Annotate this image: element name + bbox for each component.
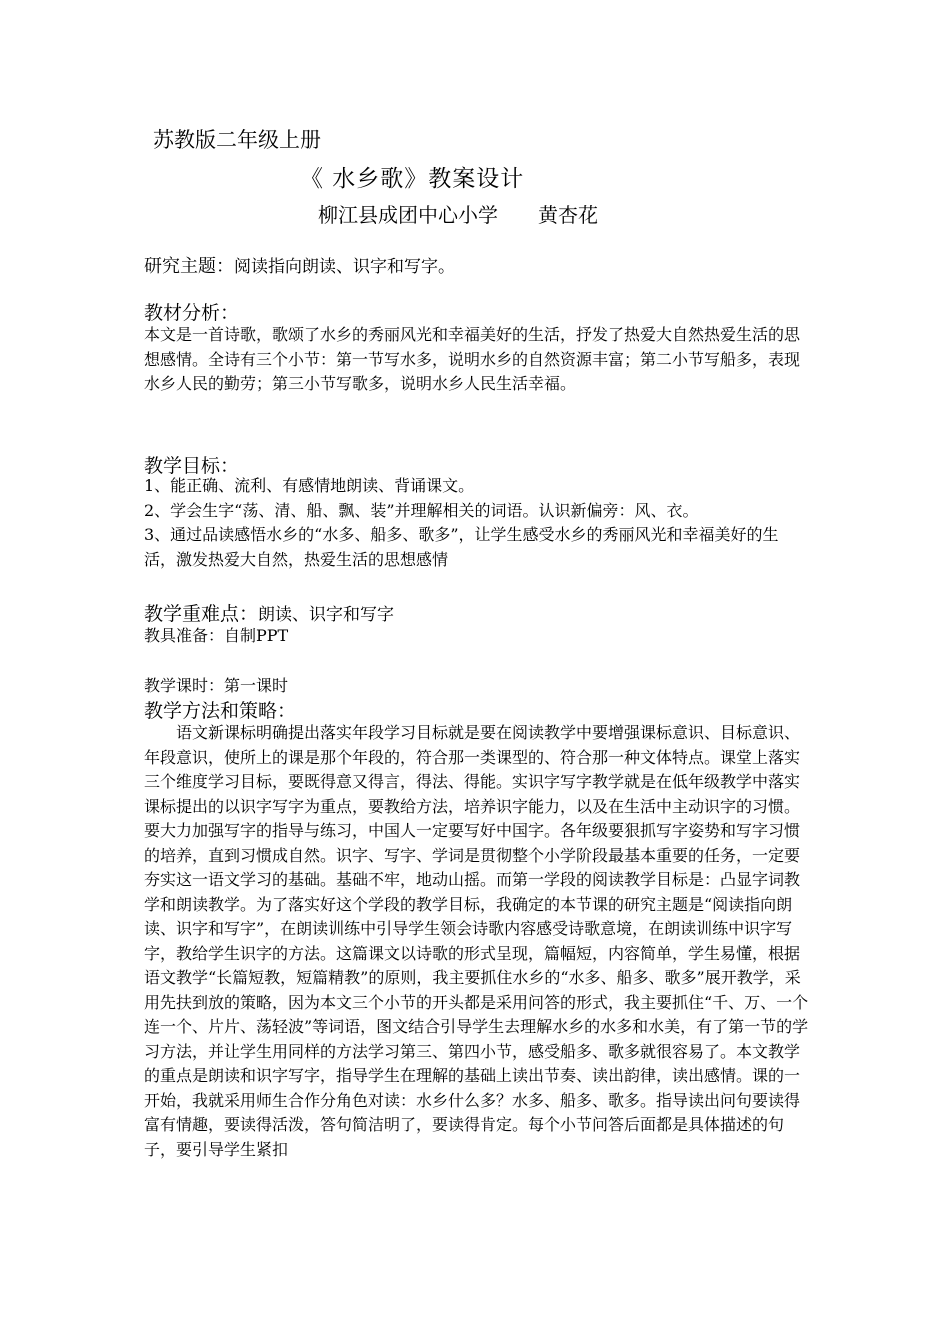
author-name: 黄杏花: [538, 203, 598, 227]
method-section: [144, 721, 809, 1162]
research-topic: [144, 252, 455, 278]
analysis-section: [144, 323, 809, 397]
research-label: 研究主题：: [144, 256, 234, 277]
tools-line: [144, 624, 288, 649]
analysis-heading: 教材分析：: [144, 302, 240, 324]
period-line: [144, 674, 288, 699]
analysis-text: 本文是一首诗歌，歌颂了水乡的秀丽风光和幸福美好的生活，抒发了热爱大自然热爱生活的思想感情。全诗有三个小节：第一节写水多，说明水乡的自然资源丰富；第二小节写船多，表现水乡人民的勤劳；第三小节写歌多，说明水乡人民生活幸福。: [144, 325, 801, 393]
school-name: 柳江县成团中心小学: [318, 203, 498, 227]
keypoints-text: 朗读、识字和写字: [258, 605, 395, 625]
author-line: [318, 199, 598, 228]
goals-heading: 教学目标：: [144, 455, 240, 477]
method-text: 语文新课标明确提出落实年段学习目标就是要在阅读教学中要增强课标意识、目标意识、年段意识，使所上的课是那个年段的，符合那一类课型的、符合那一种文体特点。课堂上落实三个维度学习目标，要既得意又得言，得法、得能。实识字写字教学就是在低年级教学中落实课标提出的以识字写字为重点，要教给方法，培养识字能力，以及在生活中主动识字的习惯。要大力加强写字的指导与练习，中国人一定要写好中国字。各年级要狠抓写字姿势和写字习惯的培养，直到习惯成自然。识字、写字、学词是贯彻整个小学阶段最基本重要的任务，一定要夯实这一语文学习的基础。基础不牢，地动山摇。而第一学段的阅读教学目标是：凸显字词教学和朗读教学。为了落实好这个学段的教学目标，我确定的本节课的研究主题是“阅读指向朗读、识字和写字”，在朗读训练中引导学生领会诗歌内容感受诗歌意境，在朗读训练中识字写字，教给学生识字的方法。这篇课文以诗歌的形式呈现，篇幅短，内容简单，学生易懂，根据语文教学“长篇短教，短篇精教”的原则，我主要抓住水乡的“水多、船多、歌多”展开教学，采用先扶到放的策略，因为本文三个小节的开头都是采用问答的形式，我主要抓住“千、万、一个连一个、片片、荡轻波”等词语，图文结合引导学生去理解水乡的水多和水美，有了第一节的学习方法，并让学生用同样的方法学习第三、第四小节，感受船多、歌多就很容易了。本文教学的重点是朗读和识字写字，指导学生在理解的基础上读出节奏、读出韵律，读出感情。课的一开始，我就采用师生合作分角色对读：水乡什么多？水多、船多、歌多。指导读出问句要读得富有情趣，要读得活泼，答句简洁明了，要读得肯定。每个小节问答后面都是具体描述的句子，要引导学生紧扣: [144, 723, 809, 1159]
tools-label: 教具准备：: [144, 626, 225, 645]
keypoints-line: [144, 599, 394, 626]
period-text: 第一课时: [224, 676, 289, 695]
goal-item: 2、学会生字“荡、清、船、飘、装”并理解相关的词语。认识新偏旁：风、衣。: [144, 500, 699, 520]
series-label: 苏教版二年级上册: [153, 128, 321, 152]
period-label: 教学课时：: [144, 676, 225, 695]
tools-text: 自制PPT: [224, 626, 289, 645]
page-title: 《 水乡歌》教案设计: [300, 166, 525, 192]
goal-item: 1、能正确、流利、有感情地朗读、背诵课文。: [144, 476, 475, 495]
research-text: 阅读指向朗读、识字和写字。: [234, 257, 455, 277]
method-heading: 教学方法和策略：: [144, 700, 297, 722]
goals-list: [144, 474, 809, 572]
goal-item: 3、通过品读感悟水乡的“水多、船多、歌多”，让学生感受水乡的秀丽风光和幸福美好的生活，激发热爱大自然，热爱生活的思想感情: [144, 525, 779, 569]
keypoints-label: 教学重难点：: [144, 603, 259, 625]
